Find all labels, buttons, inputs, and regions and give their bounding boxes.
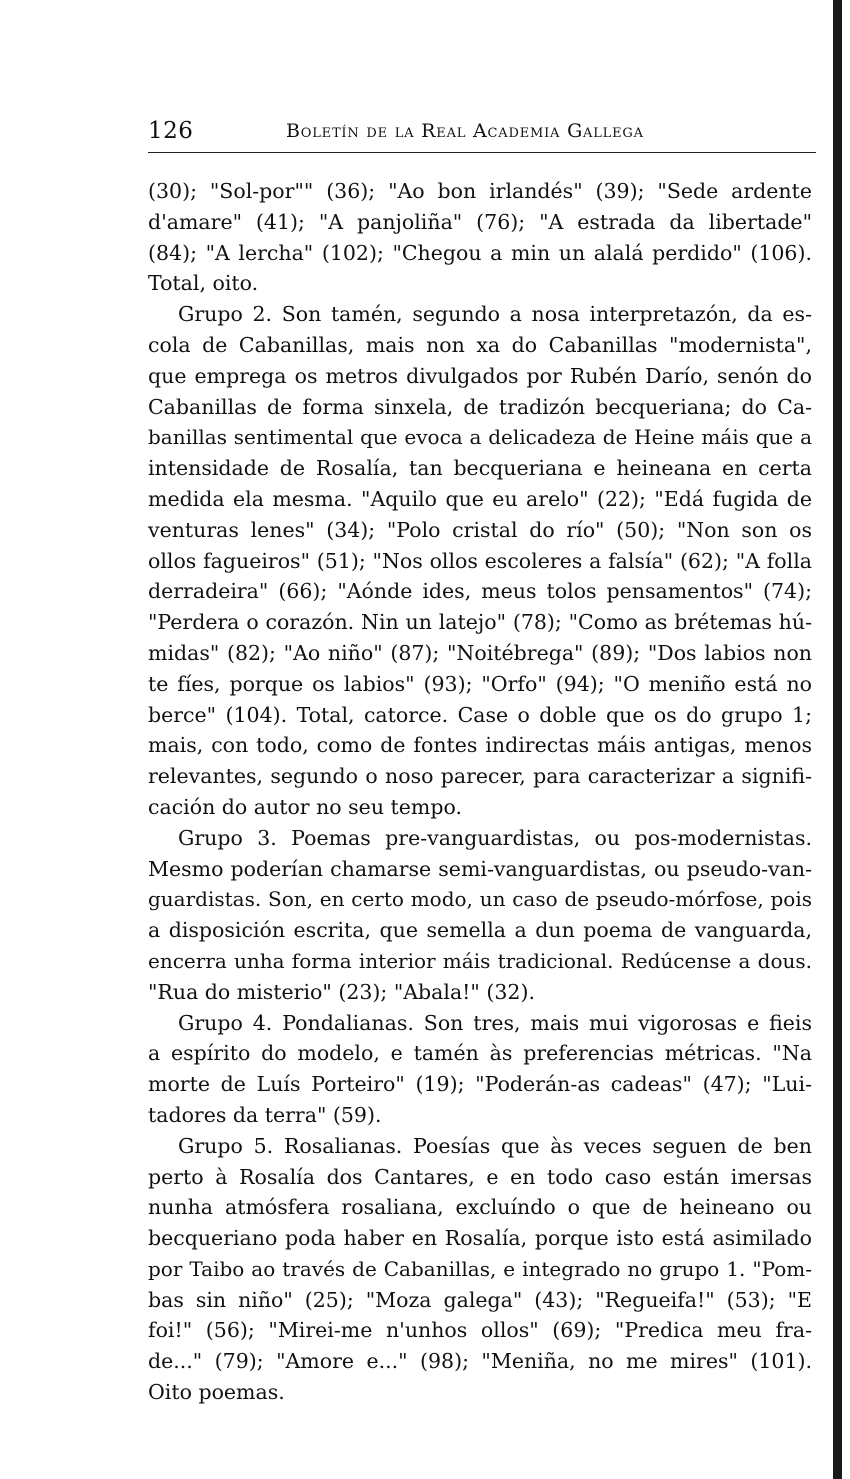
text-line: Grupo 5. Rosalianas. Poesías que às veces seguen de ben	[178, 1133, 812, 1158]
text-line: venturas lenes" (34); "Polo cristal do río" (50); "Non son os	[148, 517, 812, 542]
text-line: Mesmo poderían chamarse semi-vanguardistas, ou pseudo-van-	[148, 856, 812, 881]
text-line: ollos fagueiros" (51); "Nos ollos escoleres a falsía" (62); "A folla	[148, 548, 812, 573]
text-line: Grupo 4. Pondalianas. Son tres, mais mui vigorosas e fieis	[178, 1010, 812, 1035]
text-line: midas" (82); "Ao niño" (87); "Noitébrega" (89); "Dos labios non	[148, 640, 812, 665]
page-number: 126	[148, 118, 194, 144]
page-header	[148, 116, 816, 153]
text-line: "Perdera o corazón. Nin un latejo" (78); "Como as brétemas hú-	[148, 610, 812, 635]
text-line: intensidade de Rosalía, tan becqueriana e heineana en certa	[148, 456, 812, 481]
text-line: medida ela mesma. "Aquilo que eu arelo" (22); "Edá fugida de	[148, 486, 812, 511]
text-line: d'amare" (41); "A panjoliña" (76); "A estrada da libertade"	[148, 209, 812, 234]
page-edge-shadow	[833, 0, 842, 1479]
running-head: Boletín de la Real Academia Gallega	[286, 120, 644, 142]
text-line: cación do autor no seu tempo.	[148, 794, 462, 819]
text-line: (30); "Sol-por"" (36); "Ao bon irlandés" (39); "Sede ardente	[148, 179, 812, 203]
text-line: que emprega os metros divulgados por Rubén Darío, senón do	[148, 363, 812, 388]
text-line: relevantes, segundo o noso parecer, para caracterizar a signifi-	[148, 764, 812, 789]
text-line: de..." (79); "Amore e..." (98); "Meniña, no me mires" (101).	[148, 1349, 812, 1374]
text-line: Oito poemas.	[148, 1380, 285, 1405]
text-line: bas sin niño" (25); "Moza galega" (43); "Regueifa!" (53); "E	[148, 1287, 812, 1312]
text-line: morte de Luís Porteiro" (19); "Poderán-as cadeas" (47); "Lui-	[148, 1072, 812, 1097]
text-line: becqueriano poda haber en Rosalía, porque isto está asimilado	[148, 1226, 812, 1251]
text-line: derradeira" (66); "Aónde ides, meus tolos pensamentos" (74);	[148, 579, 812, 604]
text-line: foi!" (56); "Mirei-me n'unhos ollos" (69); "Predica meu fra-	[148, 1318, 812, 1343]
text-line: Total, oito.	[148, 271, 259, 296]
text-line: tadores da terra" (59).	[148, 1102, 382, 1127]
text-line: te fíes, porque os labios" (93); "Orfo" (94); "O meniño está no	[148, 671, 812, 696]
text-line: a espírito do modelo, e tamén às preferencias métricas. "Na	[148, 1041, 812, 1066]
text-line: encerra unha forma interior máis tradicional. Redúcense a dous.	[148, 948, 812, 973]
text-line: perto à Rosalía dos Cantares, e en todo caso están imersas	[148, 1164, 812, 1189]
text-line: nunha atmósfera rosaliana, excluíndo o que de heineano ou	[148, 1195, 812, 1220]
body-text	[148, 176, 812, 1408]
text-line: banillas sentimental que evoca a delicadeza de Heine máis que a	[148, 425, 812, 450]
text-line: Cabanillas de forma sinxela, de tradizón becqueriana; do Ca-	[148, 394, 812, 419]
text-line: (84); "A lercha" (102); "Chegou a min un alalá perdido" (106).	[148, 240, 812, 265]
text-line: mais, con todo, como de fontes indirectas máis antigas, menos	[148, 733, 812, 758]
text-line: guardistas. Son, en certo modo, un caso de pseudo-mórfose, pois	[148, 887, 812, 912]
text-line: Grupo 2. Son tamén, segundo a nosa interpretazón, da es-	[178, 302, 812, 327]
text-line: Grupo 3. Poemas pre-vanguardistas, ou pos-modernistas.	[178, 825, 812, 850]
text-line: cola de Cabanillas, mais non xa do Cabanillas "modernista",	[148, 332, 812, 357]
text-line: "Rua do misterio" (23); "Abala!" (32).	[148, 979, 535, 1004]
text-line: por Taibo ao través de Cabanillas, e integrado no grupo 1. "Pom-	[148, 1256, 812, 1281]
text-line: a disposición escrita, que semella a dun poema de vanguarda,	[148, 918, 812, 943]
text-line: berce" (104). Total, catorce. Case o doble que os do grupo 1;	[148, 702, 812, 727]
